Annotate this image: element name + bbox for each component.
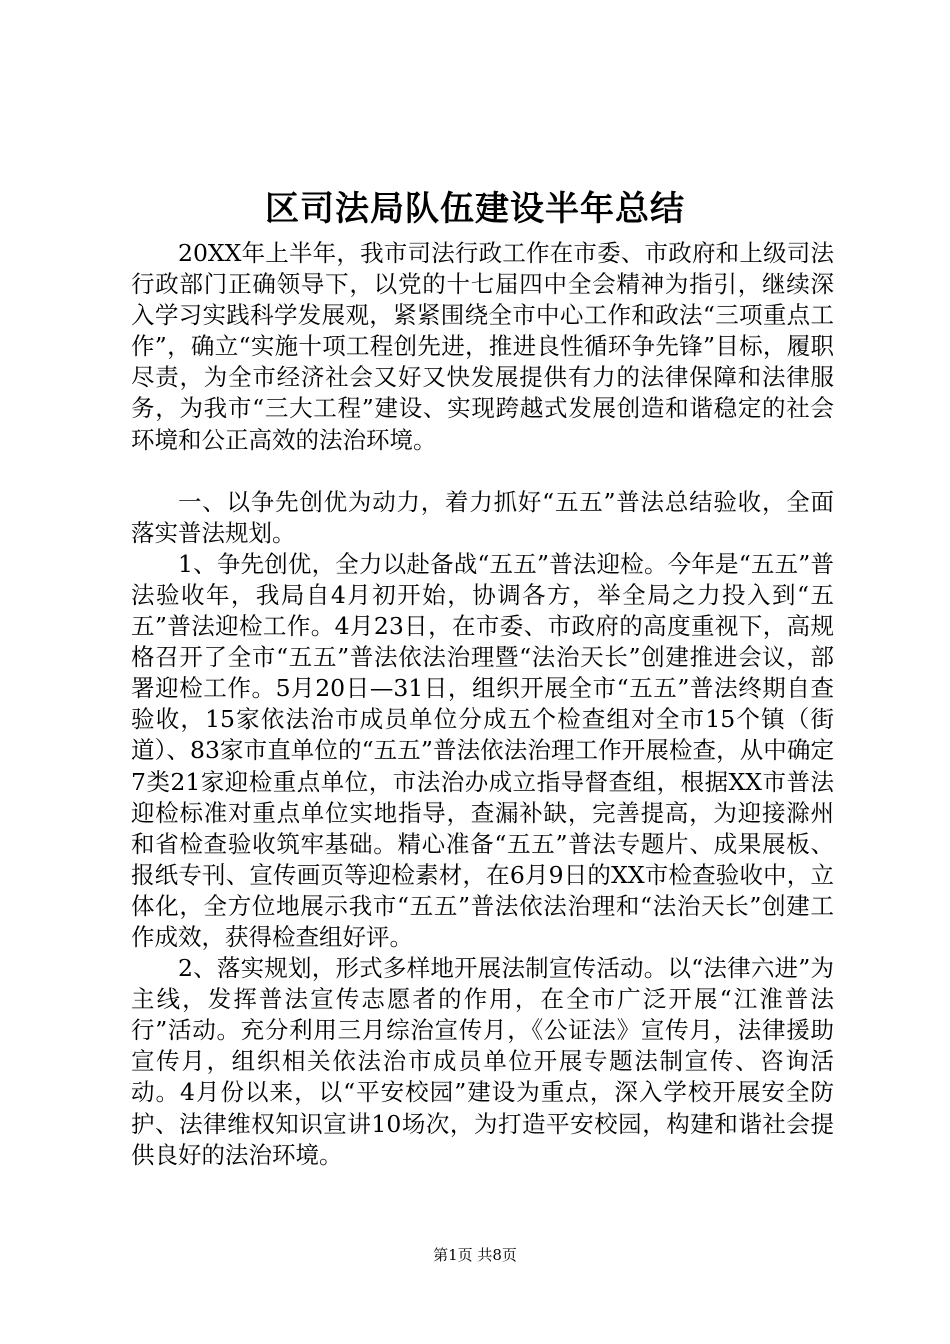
page-number-footer: 第1页 共8页 — [433, 1246, 517, 1264]
document-body — [131, 238, 834, 1171]
body-paragraph: 1、争先创优，全力以赴备战“五五”普法迎检。今年是“五五”普法验收年，我局自4月初开始，协调各方，举全局之力投入到“五五”普法迎检工作。4月23日，在市委、市政府的高度重视下，高规格召开了全市“五五”普法依法治理暨“法治天长”创建推进会议，部署迎检工作。5月20日—31日，组织开展全市“五五”普法终期自查验收，15家依法治市成员单位分成五个检查组对全市15个镇（街道）、83家市直单位的“五五”普法依法治理工作开展检查，从中确定7类21家迎检重点单位，市法治办成立指导督查组，根据XX市普法迎检标准对重点单位实地指导，查漏补缺，完善提高，为迎接滁州和省检查验收筑牢基础。精心准备“五五”普法专题片、成果展板、报纸专刊、宣传画页等迎检素材，在6月9日的XX市检查验收中，立体化，全方位地展示我市“五五”普法依法治理和“法治天长”创建工作成效，获得检查组好评。 — [131, 549, 834, 951]
paragraph-gap — [131, 456, 834, 487]
body-paragraph: 2、落实规划，形式多样地开展法制宣传活动。以“法律六进”为主线，发挥普法宣传志愿者的作用，在全市广泛开展“江淮普法行”活动。充分利用三月综治宣传月，《公证法》宣传月，法律援助宣传月，组织相关依法治市成员单位开展专题法制宣传、咨询活动。4月份以来，以“平安校园”建设为重点，深入学校开展安全防护、法律维权知识宣讲10场次，为打造平安校园，构建和谐社会提供良好的法治环境。 — [131, 954, 834, 1169]
intro-paragraph: 20XX年上半年，我市司法行政工作在市委、市政府和上级司法行政部门正确领导下，以党的十七届四中全会精神为指引，继续深入学习实践科学发展观，紧紧围绕全市中心工作和政法“三项重点工作”，确立“实施十项工程创先进，推进良性循环争先锋”目标，履职尽责，为全市经济社会又好又快发展提供有力的法律保障和法律服务，为我市“三大工程”建设、实现跨越式发展创造和谐稳定的社会环境和公正高效的法治环境。 — [131, 239, 834, 454]
section-heading-paragraph: 一、以争先创优为动力，着力抓好“五五”普法总结验收，全面落实普法规划。 — [131, 487, 834, 547]
document-title: 区司法局队伍建设半年总结 — [265, 189, 685, 229]
